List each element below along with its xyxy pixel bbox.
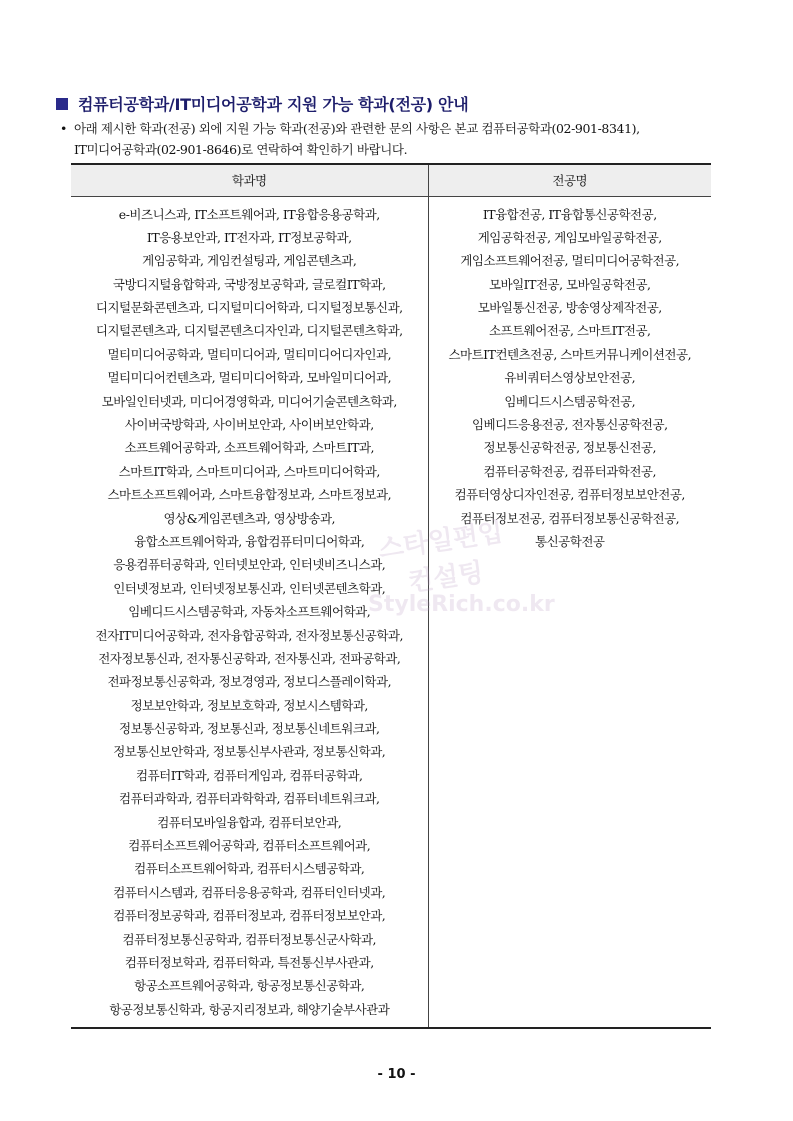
- header-department-name: 학과명: [71, 164, 428, 196]
- department-line: 멀티미디어공학과, 멀티미디어과, 멀티미디어디자인과,: [107, 346, 392, 362]
- table-row: [71, 196, 711, 1028]
- department-line: 융합소프트웨어학과, 융합컴퓨터미디어학과,: [134, 533, 365, 549]
- department-line: 소프트웨어공학과, 소프트웨어학과, 스마트IT과,: [124, 440, 375, 456]
- square-bullet-icon: [56, 98, 68, 110]
- department-line: 스마트IT학과, 스마트미디어과, 스마트미디어학과,: [118, 463, 380, 479]
- note-bullet: •: [60, 121, 67, 136]
- department-line: 항공정보통신학과, 항공지리정보과, 해양기술부사관과: [109, 1001, 390, 1017]
- department-line: 컴퓨터IT학과, 컴퓨터게임과, 컴퓨터공학과,: [136, 767, 363, 783]
- major-line: 스마트IT컨텐츠전공, 스마트커뮤니케이션전공,: [448, 346, 692, 362]
- major-line: 컴퓨터영상디자인전공, 컴퓨터정보보안전공,: [454, 487, 685, 503]
- major-line: 게임소프트웨어전공, 멀티미디어공학전공,: [460, 253, 680, 269]
- department-line: 컴퓨터정보공학과, 컴퓨터정보과, 컴퓨터정보보안과,: [113, 908, 386, 924]
- section-title: 컴퓨터공학과/IT미디어공학과 지원 가능 학과(전공) 안내: [78, 95, 469, 114]
- major-line: 컴퓨터정보전공, 컴퓨터정보통신공학전공,: [460, 510, 680, 526]
- department-line: 모바일인터넷과, 미디어경영학과, 미디어기술콘텐츠학과,: [101, 393, 397, 409]
- department-line: 인터넷정보과, 인터넷정보통신과, 인터넷콘텐츠학과,: [113, 580, 386, 596]
- watermark-text: 스타일편입컨설팅: [376, 517, 506, 598]
- table-header-row: [71, 164, 711, 196]
- major-line: 통신공학전공: [535, 533, 605, 549]
- major-line: 컴퓨터공학전공, 컴퓨터과학전공,: [483, 463, 656, 479]
- department-line: 전자정보통신과, 전자통신공학과, 전자통신과, 전파공학과,: [98, 650, 401, 666]
- page-number: - 10 -: [377, 1067, 416, 1082]
- major-line: 모바일IT전공, 모바일공학전공,: [488, 276, 651, 292]
- department-line: 정보보안학과, 정보보호학과, 정보시스템학과,: [130, 697, 368, 713]
- department-line: 국방디지털융합학과, 국방정보공학과, 글로컬IT학과,: [112, 276, 386, 292]
- major-line: 임베디드시스템공학전공,: [504, 393, 636, 409]
- department-line: 게임공학과, 게임컨설팅과, 게임콘텐츠과,: [142, 253, 357, 269]
- department-line: e-비즈니스과, IT소프트웨어과, IT융합응용공학과,: [118, 206, 380, 222]
- department-line: 항공소프트웨어공학과, 항공정보통신공학과,: [134, 978, 365, 994]
- department-line: 컴퓨터정보통신공학과, 컴퓨터정보통신군사학과,: [122, 931, 376, 947]
- note-line-1: 아래 제시한 학과(전공) 외에 지원 가능 학과(전공)와 관련한 문의 사항은 본교 컴퓨터공학과(02-901-8341),: [74, 121, 640, 136]
- major-line: 정보통신공학전공, 정보통신전공,: [483, 440, 656, 456]
- major-list-cell: [428, 196, 711, 1028]
- department-line: 응용컴퓨터공학과, 인터넷보안과, 인터넷비즈니스과,: [113, 557, 386, 573]
- department-line: IT응용보안과, IT전자과, IT정보공학과,: [146, 229, 352, 245]
- department-line: 정보통신공학과, 정보통신과, 정보통신네트워크과,: [119, 721, 380, 737]
- department-line: 컴퓨터소프트웨어공학과, 컴퓨터소프트웨어과,: [128, 838, 371, 854]
- section-heading: [56, 92, 468, 115]
- department-line: 컴퓨터소프트웨어학과, 컴퓨터시스템공학과,: [134, 861, 365, 877]
- department-line: 사이버국방학과, 사이버보안과, 사이버보안학과,: [124, 417, 374, 433]
- major-line: 모바일통신전공, 방송영상제작전공,: [477, 300, 662, 316]
- contact-note: [60, 118, 750, 160]
- major-line: 유비쿼터스영상보안전공,: [504, 370, 636, 386]
- header-major-name: 전공명: [428, 164, 711, 196]
- department-line: 전자IT미디어공학과, 전자융합공학과, 전자정보통신공학과,: [95, 627, 403, 643]
- department-line: 전파정보통신공학과, 정보경영과, 정보디스플레이학과,: [107, 674, 392, 690]
- watermark-url: StyleRich.co.kr: [368, 592, 555, 617]
- department-list-cell: [71, 196, 428, 1028]
- major-line: IT융합전공, IT융합통신공학전공,: [482, 206, 657, 222]
- department-line: 멀티미디어컨텐츠과, 멀티미디어학과, 모바일미디어과,: [107, 370, 392, 386]
- major-line: 소프트웨어전공, 스마트IT전공,: [488, 323, 651, 339]
- major-line: 게임공학전공, 게임모바일공학전공,: [477, 229, 662, 245]
- department-line: 정보통신보안학과, 정보통신부사관과, 정보통신학과,: [113, 744, 386, 760]
- department-line: 영상&게임콘텐츠과, 영상방송과,: [163, 510, 336, 526]
- department-line: 임베디드시스템공학과, 자동차소프트웨어학과,: [128, 604, 371, 620]
- major-line: 임베디드응용전공, 전자통신공학전공,: [471, 417, 668, 433]
- department-line: 디지털문화콘텐츠과, 디지털미디어학과, 디지털정보통신과,: [95, 300, 403, 316]
- note-line-2: IT미디어공학과(02-901-8646)로 연락하여 확인하기 바랍니다.: [74, 142, 408, 157]
- department-line: 디지털콘텐츠과, 디지털콘텐츠디자인과, 디지털콘텐츠학과,: [95, 323, 403, 339]
- eligible-departments-table: [71, 163, 711, 1029]
- department-line: 컴퓨터과학과, 컴퓨터과학학과, 컴퓨터네트워크과,: [119, 791, 380, 807]
- department-line: 컴퓨터정보학과, 컴퓨터학과, 특전통신부사관과,: [124, 955, 374, 970]
- department-line: 컴퓨터시스템과, 컴퓨터응용공학과, 컴퓨터인터넷과,: [113, 884, 386, 900]
- department-line: 컴퓨터모바일융합과, 컴퓨터보안과,: [157, 814, 342, 830]
- department-line: 스마트소프트웨어과, 스마트융합정보과, 스마트정보과,: [107, 487, 392, 503]
